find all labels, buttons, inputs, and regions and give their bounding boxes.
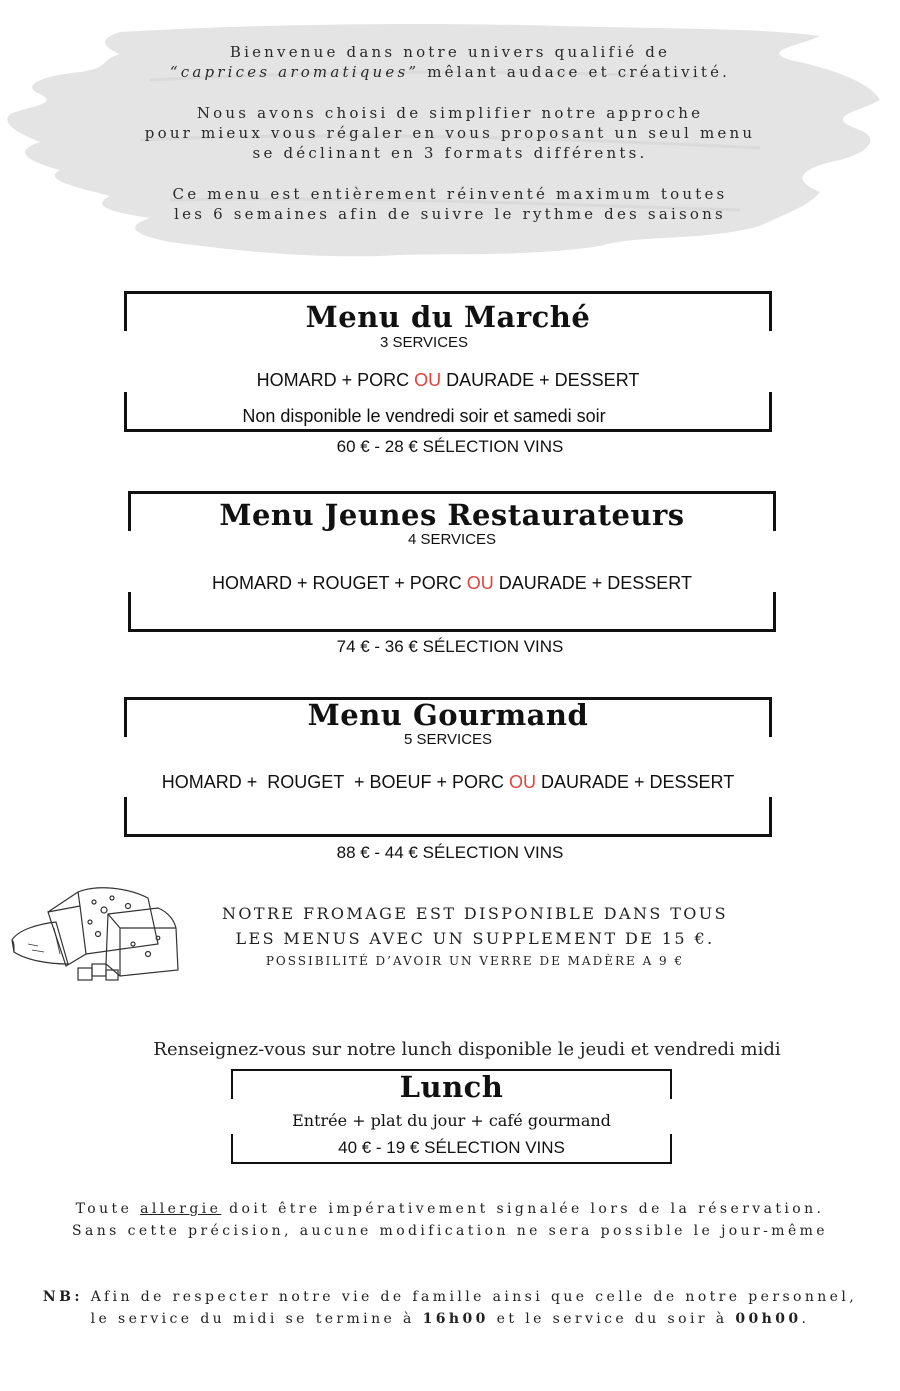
- nb-text: le service du midi se termine à: [90, 1311, 423, 1327]
- frame-bottom: [124, 797, 772, 837]
- allergy-text: Sans cette précision, aucune modification ne sera possible le jour-même: [72, 1223, 828, 1239]
- intro-line: Ce menu est entièrement réinventé maximum toutes: [172, 185, 728, 203]
- menu-title: Menu Jeunes Restaurateurs: [219, 498, 685, 532]
- menu-card-gourmand: [124, 697, 772, 837]
- menu-services: 5 SERVICES: [403, 731, 493, 748]
- lunch-description: Entrée + plat du jour + café gourmand: [292, 1111, 611, 1130]
- intro-line: Nous avons choisi de simplifier notre approche: [196, 104, 704, 122]
- nb-notice: [0, 1286, 900, 1330]
- intro-line: se déclinant en 3 formats différents.: [252, 144, 648, 162]
- menu-title: Menu Gourmand: [307, 698, 589, 732]
- menu-dishes: [124, 370, 772, 391]
- or-word: OU: [414, 370, 442, 390]
- allergy-text: Toute: [75, 1201, 141, 1217]
- dishes-part: HOMARD + ROUGET + BOEUF + PORC: [161, 772, 509, 792]
- intro-line: mêlant audace et créativité.: [419, 63, 731, 81]
- dishes-part: DAURADE + DESSERT: [493, 573, 692, 593]
- lunch-title: Lunch: [399, 1070, 504, 1104]
- frame-bottom: [128, 592, 776, 632]
- nb-text: Afin de respecter notre vie de famille ainsi que celle de notre personnel,: [82, 1289, 858, 1305]
- allergy-word: allergie: [140, 1201, 222, 1217]
- or-word: OU: [509, 772, 536, 792]
- intro-text: [0, 42, 900, 224]
- lunch-price: 40 € - 19 € SÉLECTION VINS: [338, 1138, 565, 1157]
- lunch-card: [231, 1069, 672, 1164]
- menu-services: 3 SERVICES: [379, 334, 469, 351]
- dinner-end-time: 00h00: [735, 1311, 802, 1327]
- menu-card-marche: [124, 291, 772, 432]
- menu-card-jeunes-restaurateurs: [128, 491, 776, 632]
- cheese-supplement-line: NOTRE FROMAGE EST DISPONIBLE DANS TOUS: [221, 904, 729, 923]
- dishes-part: DAURADE + DESSERT: [441, 370, 640, 390]
- nb-label: NB:: [42, 1289, 83, 1305]
- menu-note: Non disponible le vendredi soir et samedi soir: [242, 406, 606, 426]
- nb-text: et le service du soir à: [488, 1311, 736, 1327]
- intro-line: les 6 semaines afin de suivre le rythme des saisons: [174, 205, 726, 223]
- nb-text: .: [801, 1311, 810, 1327]
- menu-dishes: [128, 573, 776, 594]
- intro-line: Bienvenue dans notre univers qualifié de: [229, 43, 671, 61]
- dishes-part: HOMARD + PORC: [256, 370, 415, 390]
- dishes-part: DAURADE + DESSERT: [536, 772, 735, 792]
- menu-title: Menu du Marché: [305, 300, 591, 334]
- menu-price: 74 € - 36 € SÉLECTION VINS: [336, 637, 564, 656]
- madere-note: POSSIBILITÉ D’AVOIR UN VERRE DE MADÈRE A 9 €: [265, 954, 685, 968]
- allergy-notice: [0, 1198, 900, 1242]
- cheese-supplement-line: LES MENUS AVEC UN SUPPLEMENT DE 15 €.: [235, 929, 715, 948]
- intro-line: pour mieux vous régaler en vous proposant un seul menu: [144, 124, 756, 142]
- menu-dishes: [124, 772, 772, 793]
- lunch-end-time: 16h00: [422, 1311, 489, 1327]
- allergy-text: doit être impérativement signalée lors de la réservation.: [221, 1201, 825, 1217]
- lunch-info: Renseignez-vous sur notre lunch disponible le jeudi et vendredi midi: [153, 1039, 781, 1060]
- menu-price: 88 € - 44 € SÉLECTION VINS: [336, 843, 564, 862]
- or-word: OU: [466, 573, 494, 593]
- dishes-part: HOMARD + ROUGET + PORC: [212, 573, 467, 593]
- menu-price: 60 € - 28 € SÉLECTION VINS: [336, 437, 564, 456]
- intro-emphasis: “caprices aromatiques”: [169, 63, 420, 81]
- cheese-illustration: [8, 884, 188, 984]
- menu-services: 4 SERVICES: [407, 531, 497, 548]
